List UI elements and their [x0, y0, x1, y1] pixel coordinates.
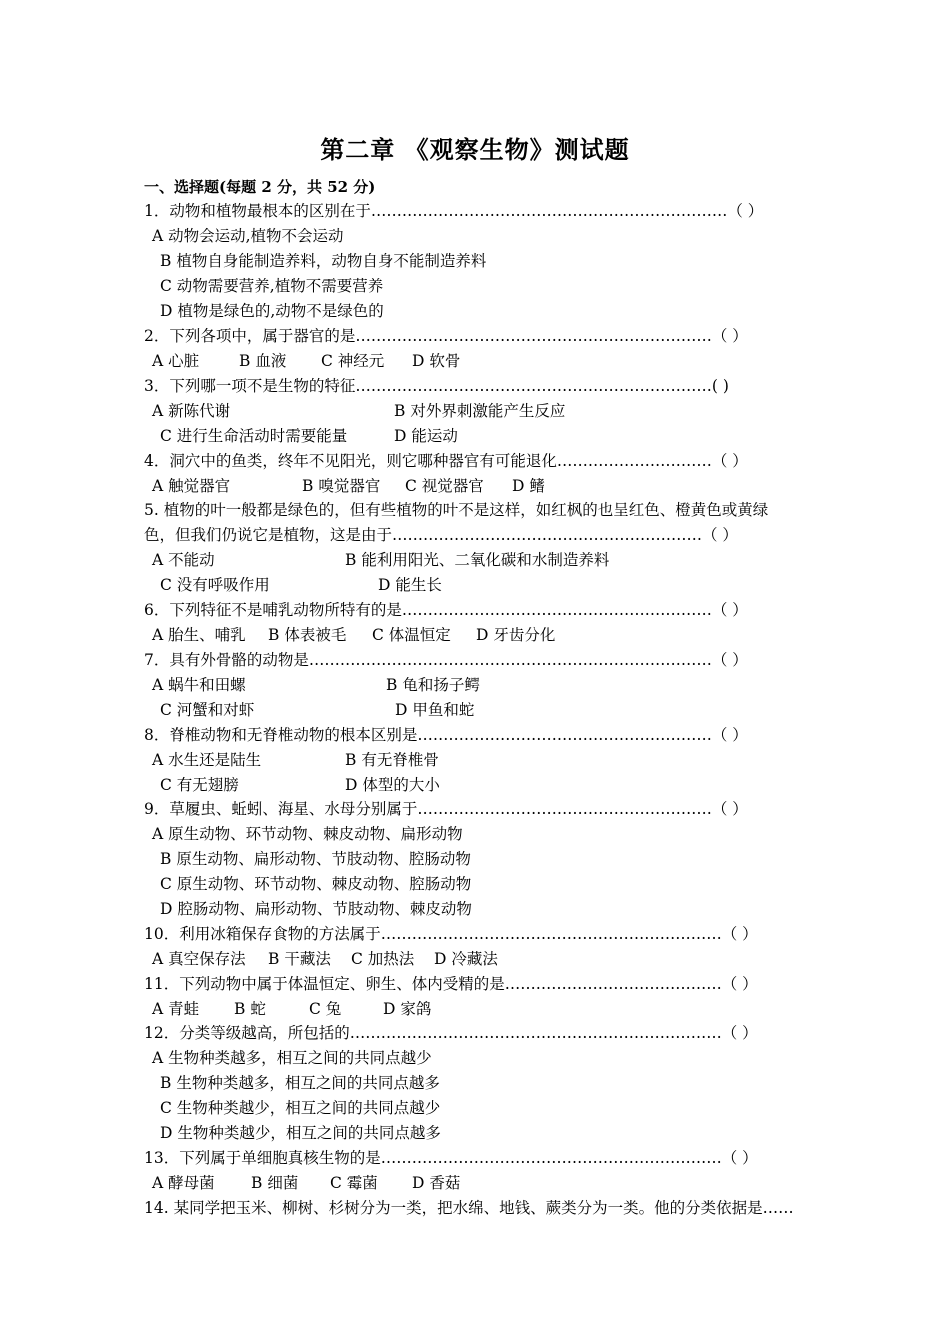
question-8-option-c: C 有无翅膀 — [160, 776, 239, 794]
question-10: 10．利用冰箱保存食物的方法属于…………………………………………………………（ ） — [144, 925, 758, 943]
question-13-option-d: D 香菇 — [412, 1174, 461, 1192]
question-12-option-c: C 生物种类越少，相互之间的共同点越少 — [160, 1099, 441, 1117]
question-7-option-d: D 甲鱼和蛇 — [395, 701, 475, 719]
question-9-option-c: C 原生动物、环节动物、棘皮动物、腔肠动物 — [160, 875, 472, 893]
question-8: 8．脊椎动物和无脊椎动物的根本区别是…………………………………………………（ ） — [144, 726, 748, 744]
question-4-option-d: D 鳍 — [512, 477, 545, 495]
question-7-option-b: B 龟和扬子鳄 — [386, 676, 480, 694]
question-2: 2．下列各项中，属于器官的是……………………………………………………………（ ） — [144, 327, 748, 345]
question-13-option-b: B 细菌 — [251, 1174, 299, 1192]
question-5-line-2: 色，但我们仍说它是植物，这是由于……………………………………………………（ ） — [144, 526, 738, 544]
question-4: 4．洞穴中的鱼类，终年不见阳光，则它哪种器官有可能退化…………………………（ ） — [144, 452, 748, 470]
question-2-option-b: B 血液 — [239, 352, 287, 370]
question-6-option-c: C 体温恒定 — [372, 626, 451, 644]
question-8-option-a: A 水生还是陆生 — [152, 751, 262, 769]
question-2-option-d: D 软骨 — [412, 352, 461, 370]
question-13: 13．下列属于单细胞真核生物的是…………………………………………………………（ ） — [144, 1149, 758, 1167]
question-3-option-d: D 能运动 — [394, 427, 458, 445]
question-8-option-b: B 有无脊椎骨 — [345, 751, 439, 769]
question-9-option-a: A 原生动物、环节动物、棘皮动物、扁形动物 — [152, 825, 463, 843]
question-4-option-a: A 触觉器官 — [152, 477, 231, 495]
question-3-option-a: A 新陈代谢 — [152, 402, 231, 420]
question-9: 9．草履虫、蚯蚓、海星、水母分别属于…………………………………………………（ ） — [144, 800, 748, 818]
section-heading: 一、选择题(每题 2 分，共 52 分) — [144, 178, 376, 196]
question-5-line-1: 5. 植物的叶一般都是绿色的，但有些植物的叶不是这样，如红枫的也呈红色、橙黄色或黄绿 — [144, 501, 769, 519]
question-13-option-a: A 酵母菌 — [152, 1174, 215, 1192]
question-3-option-b: B 对外界刺激能产生反应 — [394, 402, 566, 420]
question-5-option-d: D 能生长 — [378, 576, 442, 594]
question-5-option-b: B 能利用阳光、二氧化碳和水制造养料 — [345, 551, 610, 569]
question-14: 14. 某同学把玉米、柳树、杉树分为一类，把水绵、地钱、蕨类分为一类。他的分类依据是…… — [144, 1199, 794, 1217]
question-12: 12．分类等级越高，所包括的………………………………………………………………（ ） — [144, 1024, 758, 1042]
question-7-option-c: C 河蟹和对虾 — [160, 701, 255, 719]
question-6-option-a: A 胎生、哺乳 — [152, 626, 246, 644]
question-10-option-b: B 干藏法 — [268, 950, 331, 968]
question-9-option-b: B 原生动物、扁形动物、节肢动物、腔肠动物 — [160, 850, 471, 868]
question-3-option-c: C 进行生命活动时需要能量 — [160, 427, 348, 445]
question-10-option-d: D 冷藏法 — [434, 950, 498, 968]
question-1: 1．动物和植物最根本的区别在于……………………………………………………………（ ） — [144, 202, 764, 220]
question-3: 3．下列哪一项不是生物的特征……………………………………………………………( ) — [144, 377, 729, 395]
question-2-option-c: C 神经元 — [321, 352, 385, 370]
question-6-option-b: B 体表被毛 — [268, 626, 347, 644]
question-4-option-c: C 视觉器官 — [405, 477, 484, 495]
page-title: 第二章 《观察生物》测试题 — [320, 135, 630, 164]
question-11-option-b: B 蛇 — [234, 1000, 266, 1018]
question-4-option-b: B 嗅觉器官 — [302, 477, 381, 495]
question-13-option-c: C 霉菌 — [330, 1174, 378, 1192]
question-5-option-c: C 没有呼吸作用 — [160, 576, 270, 594]
question-1-option-b: B 植物自身能制造养料，动物自身不能制造养料 — [160, 252, 487, 270]
question-12-option-b: B 生物种类越多，相互之间的共同点越多 — [160, 1074, 440, 1092]
question-9-option-d: D 腔肠动物、扁形动物、节肢动物、棘皮动物 — [160, 900, 472, 918]
question-2-option-a: A 心脏 — [152, 352, 200, 370]
question-12-option-a: A 生物种类越多，相互之间的共同点越少 — [152, 1049, 432, 1067]
question-8-option-d: D 体型的大小 — [345, 776, 440, 794]
question-5-option-a: A 不能动 — [152, 551, 215, 569]
question-1-option-c: C 动物需要营养,植物不需要营养 — [160, 277, 384, 295]
question-11-option-a: A 青蛙 — [152, 1000, 200, 1018]
question-11-option-c: C 兔 — [309, 1000, 342, 1018]
question-10-option-c: C 加热法 — [351, 950, 415, 968]
question-7: 7．具有外骨骼的动物是……………………………………………………………………（ ） — [144, 651, 748, 669]
question-1-option-a: A 动物会运动,植物不会运动 — [152, 227, 344, 245]
question-6-option-d: D 牙齿分化 — [476, 626, 556, 644]
question-11: 11．下列动物中属于体温恒定、卵生、体内受精的是……………………………………（ ） — [144, 975, 758, 993]
question-7-option-a: A 蜗牛和田螺 — [152, 676, 246, 694]
question-11-option-d: D 家鸽 — [383, 1000, 432, 1018]
question-10-option-a: A 真空保存法 — [152, 950, 246, 968]
question-1-option-d: D 植物是绿色的,动物不是绿色的 — [160, 302, 384, 320]
question-12-option-d: D 生物种类越少，相互之间的共同点越多 — [160, 1124, 441, 1142]
question-6: 6．下列特征不是哺乳动物所特有的是……………………………………………………（ ） — [144, 601, 748, 619]
